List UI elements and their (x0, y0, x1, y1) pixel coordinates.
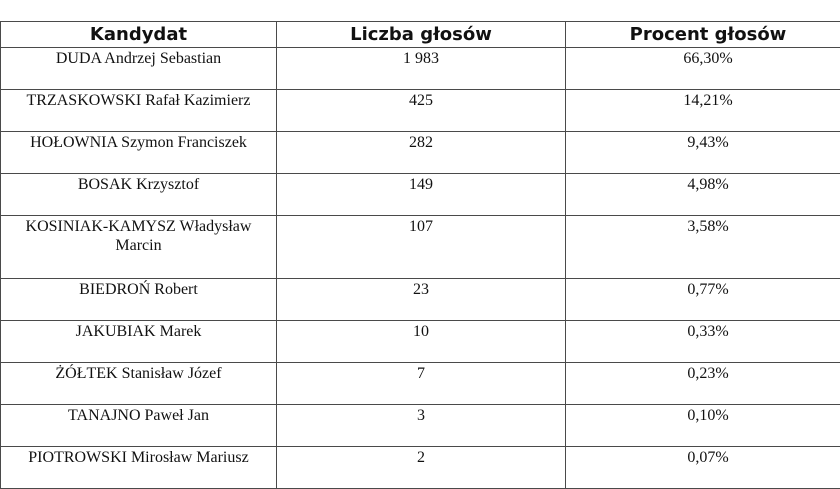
vote-count: 10 (277, 321, 566, 363)
table-row (1, 132, 840, 174)
table-row (1, 279, 840, 321)
vote-count: 23 (277, 279, 566, 321)
table-row (1, 363, 840, 405)
vote-count: 149 (277, 174, 566, 216)
table-row (1, 90, 840, 132)
vote-percent: 0,33% (566, 321, 840, 363)
candidate-name: DUDA Andrzej Sebastian (1, 48, 277, 90)
vote-percent: 0,07% (566, 447, 840, 489)
table-row (1, 48, 840, 90)
table-row (1, 447, 840, 489)
candidate-name: ŻÓŁTEK Stanisław Józef (1, 363, 277, 405)
vote-percent: 0,10% (566, 405, 840, 447)
vote-count: 425 (277, 90, 566, 132)
vote-count: 3 (277, 405, 566, 447)
vote-count: 107 (277, 216, 566, 279)
vote-count: 1 983 (277, 48, 566, 90)
vote-percent: 0,77% (566, 279, 840, 321)
election-results-table (0, 21, 840, 489)
vote-percent: 14,21% (566, 90, 840, 132)
candidate-name: BIEDROŃ Robert (1, 279, 277, 321)
vote-count: 282 (277, 132, 566, 174)
column-header-percent: Procent głosów (566, 22, 840, 48)
column-header-votes: Liczba głosów (277, 22, 566, 48)
candidate-name: HOŁOWNIA Szymon Franciszek (1, 132, 277, 174)
vote-count: 2 (277, 447, 566, 489)
candidate-name: PIOTROWSKI Mirosław Mariusz (1, 447, 277, 489)
vote-percent: 0,23% (566, 363, 840, 405)
column-header-candidate: Kandydat (1, 22, 277, 48)
vote-percent: 3,58% (566, 216, 840, 279)
candidate-name: JAKUBIAK Marek (1, 321, 277, 363)
candidate-name: BOSAK Krzysztof (1, 174, 277, 216)
candidate-name: TANAJNO Paweł Jan (1, 405, 277, 447)
table-row (1, 321, 840, 363)
table-row (1, 216, 840, 279)
vote-count: 7 (277, 363, 566, 405)
table-header-row (1, 22, 840, 48)
candidate-name: TRZASKOWSKI Rafał Kazimierz (1, 90, 277, 132)
table-row (1, 174, 840, 216)
table-row (1, 405, 840, 447)
vote-percent: 9,43% (566, 132, 840, 174)
vote-percent: 4,98% (566, 174, 840, 216)
vote-percent: 66,30% (566, 48, 840, 90)
candidate-name: KOSINIAK-KAMYSZ Władysław Marcin (1, 216, 277, 279)
